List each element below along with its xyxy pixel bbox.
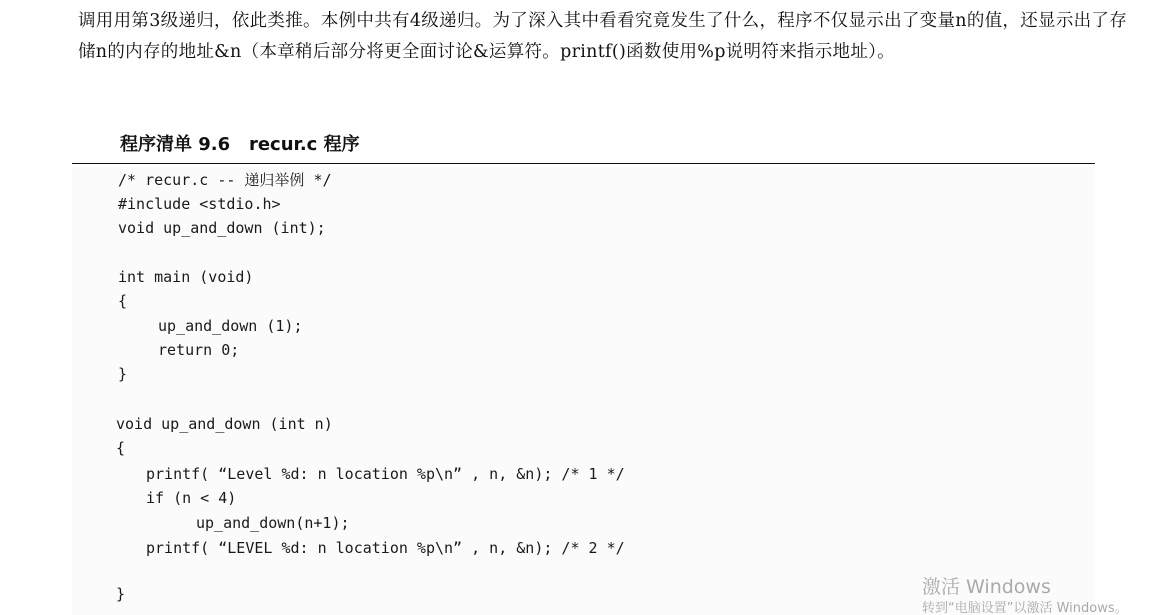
code-line: up_and_down(n+1); xyxy=(196,514,350,532)
code-line: int main (void) xyxy=(118,268,254,286)
code-line: if (n < 4) xyxy=(146,489,237,507)
code-line: printf( “LEVEL %d: n location %p\n” , n, &n); /* 2 */ xyxy=(146,539,625,557)
code-line: #include <stdio.h> xyxy=(118,195,281,213)
intro-paragraph: 调用用第3级递归，依此类推。本例中共有4级递归。为了深入其中看看究竟发生了什么，程序不仅显示出了变量n的值，还显示出了存储n的内存的地址&n（本章稍后部分将更全面讨论&运算符。printf()函数使用%p说明符来指示地址）。 xyxy=(78,11,1128,62)
code-line: printf( “Level %d: n location %p\n” , n, &n); /* 1 */ xyxy=(146,465,625,483)
code-line: up_and_down (1); xyxy=(158,317,303,335)
code-line: void up_and_down (int); xyxy=(118,219,326,237)
activation-watermark xyxy=(922,574,1150,615)
code-line: return 0; xyxy=(158,341,240,359)
code-line: void up_and_down (int n) xyxy=(116,415,333,433)
listing-title: 程序清单 9.6 recur.c 程序 xyxy=(120,134,360,155)
watermark-subtitle: 转到“电脑设置”以激活 Windows。 xyxy=(922,601,1128,615)
code-line: { xyxy=(118,292,128,310)
watermark-title: 激活 Windows xyxy=(922,576,1051,598)
code-line: } xyxy=(118,365,128,383)
code-line: { xyxy=(116,439,126,457)
code-line: /* recur.c -- 递归举例 */ xyxy=(118,171,332,189)
code-line: } xyxy=(116,585,126,603)
